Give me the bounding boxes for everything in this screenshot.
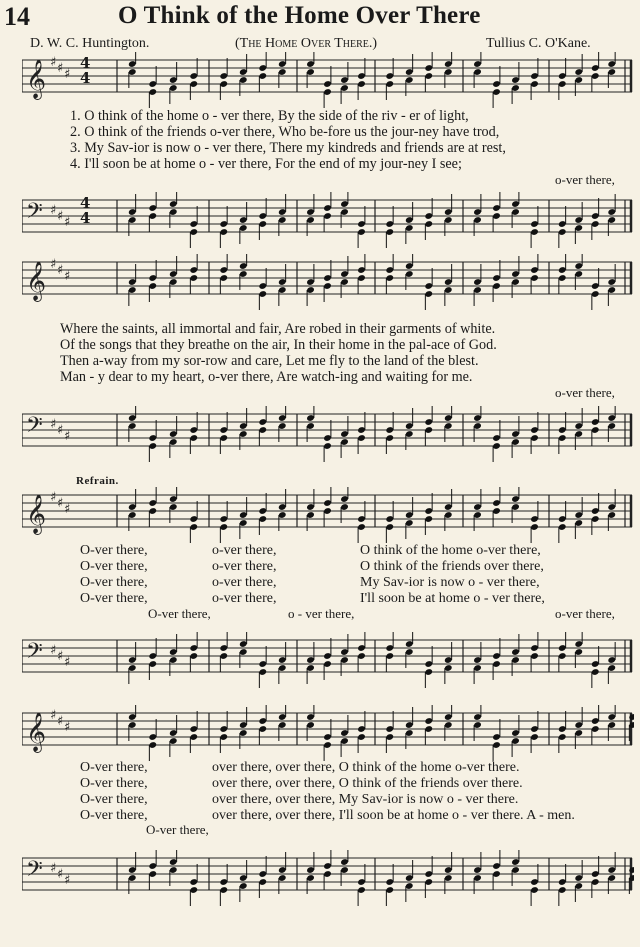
- refrain-col-3: O think of the home o-ver there, O think of the friends over there, My Sav-ior is now o - ver there, I'll soon be at home o - ver there,: [360, 543, 545, 606]
- svg-text:♯: ♯: [64, 502, 71, 517]
- svg-text:♯: ♯: [50, 257, 57, 272]
- svg-text:♯: ♯: [50, 417, 57, 432]
- svg-text:♯: ♯: [50, 55, 57, 70]
- bass-cue-2: o-ver there,: [555, 385, 615, 400]
- verse-line-3: 3. My Sav-ior is now o - ver there, There my kindreds and friends are at rest,: [70, 140, 506, 156]
- svg-text:♯: ♯: [50, 708, 57, 723]
- svg-text:♯: ♯: [64, 655, 71, 670]
- verse2-line-1: Where the saints, all immortal and fair, Are robed in their garments of white.: [60, 321, 496, 337]
- svg-text:♯: ♯: [50, 643, 57, 658]
- tune-name: (The Home Over There.): [235, 36, 378, 51]
- lyricist: D. W. C. Huntington.: [30, 36, 150, 51]
- svg-text:♯: ♯: [50, 490, 57, 505]
- bass-cue-4: O-ver there,: [146, 822, 209, 837]
- verse-line-1: 1. O think of the home o - ver there, By the side of the riv - er of light,: [70, 108, 469, 124]
- bass-clef-icon: 𝄢: [26, 199, 43, 229]
- treble-staff-7: [22, 705, 634, 761]
- svg-text:♯: ♯: [57, 496, 64, 511]
- bass-staff-8: [22, 850, 634, 906]
- verse2-line-2: Of the songs that they breathe on the air, In their home in the pal-ace of God.: [60, 337, 497, 353]
- treble-clef-icon: 𝄞: [26, 712, 47, 752]
- svg-text:♯: ♯: [64, 215, 71, 230]
- bass-cue-3c: o-ver there,: [555, 606, 615, 621]
- refrain2-col-1: O-ver there, O-ver there, O-ver there, O-ver there,: [80, 760, 148, 823]
- hymn-header: [0, 0, 640, 34]
- svg-text:♯: ♯: [57, 714, 64, 729]
- svg-text:♯: ♯: [57, 423, 64, 438]
- treble-clef-icon: 𝄞: [26, 59, 47, 99]
- time-signature: 4 4: [80, 194, 91, 227]
- verse-line-4: 4. I'll soon be at home o - ver there, For the end of my jour-ney I see;: [70, 156, 462, 172]
- composer: Tullius C. O'Kane.: [486, 36, 591, 51]
- treble-staff-5: [22, 487, 634, 543]
- bass-clef-icon: 𝄢: [26, 857, 43, 887]
- refrain-col-2: o-ver there, o-ver there, o-ver there, o-ver there,: [212, 543, 277, 606]
- svg-text:♯: ♯: [64, 720, 71, 735]
- treble-clef-icon: 𝄞: [26, 261, 47, 301]
- svg-text:♯: ♯: [57, 867, 64, 882]
- bass-clef-icon: 𝄢: [26, 413, 43, 443]
- svg-text:♯: ♯: [57, 263, 64, 278]
- verse2-line-3: Then a-way from my sor-row and care, Let me fly to the land of the blest.: [60, 353, 479, 369]
- treble-staff-3: [22, 254, 634, 310]
- bass-cue-1: o-ver there,: [555, 172, 615, 187]
- verse-line-2: 2. O think of the friends o-ver there, Who be-fore us the jour-ney have trod,: [70, 124, 500, 140]
- svg-text:♯: ♯: [64, 67, 71, 82]
- svg-text:♯: ♯: [57, 209, 64, 224]
- bass-cue-3a: O-ver there,: [148, 606, 211, 621]
- verse2-line-4: Man - y dear to my heart, o-ver there, Are watch-ing and waiting for me.: [60, 369, 473, 385]
- bass-staff-2: [22, 192, 634, 248]
- svg-text:♯: ♯: [64, 429, 71, 444]
- svg-text:♯: ♯: [64, 269, 71, 284]
- treble-clef-icon: 𝄞: [26, 494, 47, 534]
- refrain-label: Refrain.: [76, 475, 119, 487]
- svg-text:♯: ♯: [57, 649, 64, 664]
- svg-text:♯: ♯: [64, 873, 71, 888]
- time-signature: 4 4: [80, 54, 91, 87]
- bass-staff-6: [22, 632, 634, 688]
- hymn-number: 14: [4, 2, 30, 31]
- bass-staff-4: [22, 406, 634, 462]
- refrain2-col-2: over there, over there, O think of the home o-ver there. over there, over there, O think of the friends over there. over there, over there, My Sav-ior is now o - ver there. over there, over there, I'll soon be at home o - ver there. A - men.: [212, 760, 575, 823]
- bass-clef-icon: 𝄢: [26, 639, 43, 669]
- treble-staff-1: [22, 52, 634, 108]
- svg-text:♯: ♯: [50, 203, 57, 218]
- hymn-title: O Think of the Home Over There: [118, 2, 481, 29]
- svg-text:♯: ♯: [50, 861, 57, 876]
- svg-text:♯: ♯: [57, 61, 64, 76]
- bass-cue-3b: o - ver there,: [288, 606, 355, 621]
- refrain-col-1: O-ver there, O-ver there, O-ver there, O-ver there,: [80, 543, 148, 606]
